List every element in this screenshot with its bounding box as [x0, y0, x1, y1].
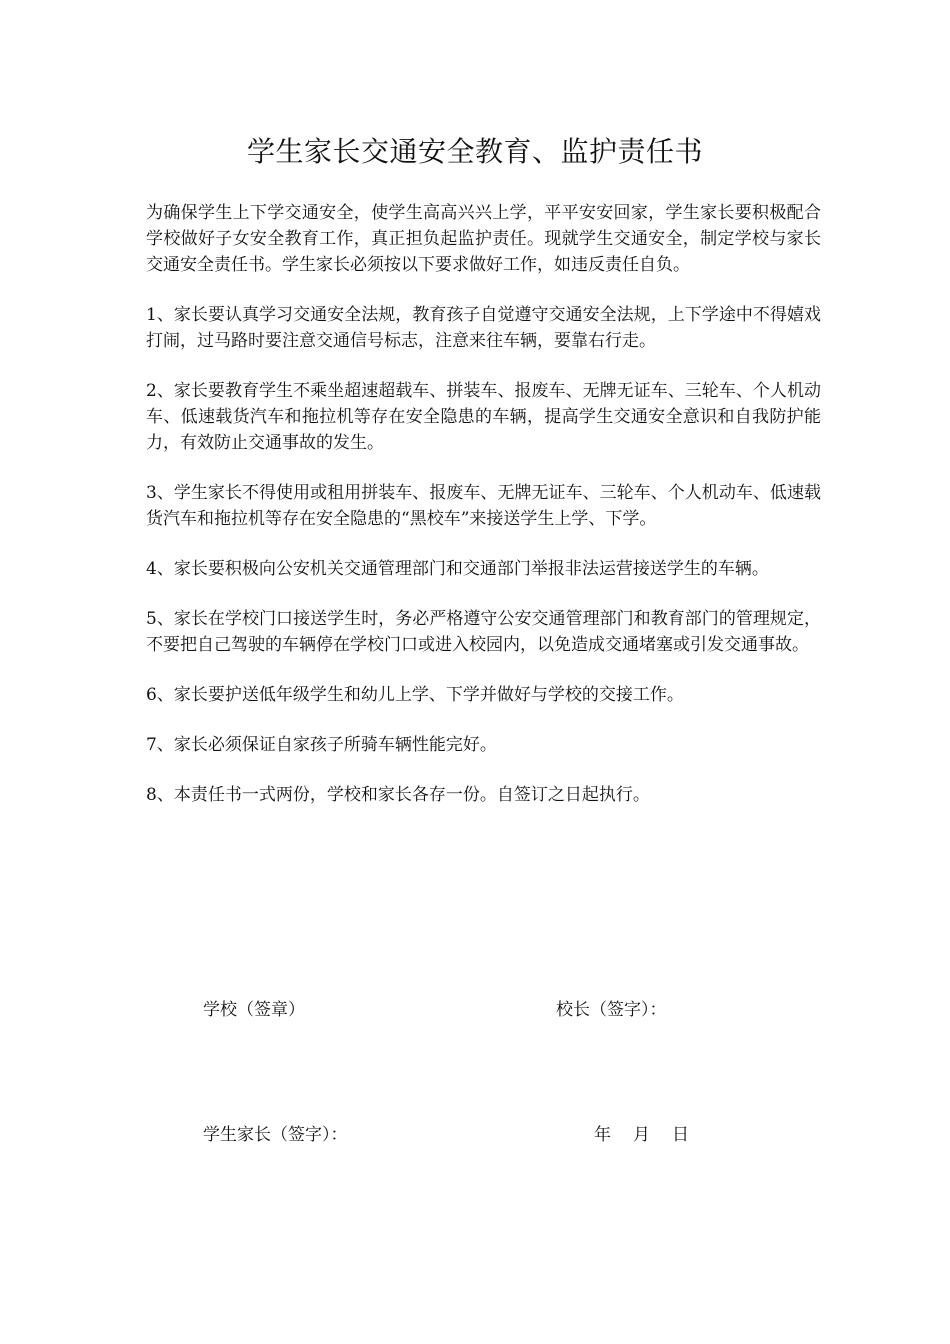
clause-6: 6、家长要护送低年级学生和幼儿上学、下学并做好与学校的交接工作。	[146, 685, 684, 705]
date-month-label: 月	[633, 1125, 650, 1145]
clause-4: 4、家长要积极向公安机关交通管理部门和交通部门举报非法运营接送学生的车辆。	[146, 559, 769, 579]
clause-1: 1、家长要认真学习交通安全法规，教育孩子自觉遵守交通安全法规，上下学途中不得嬉戏打闹，过马路时要注意交通信号标志，注意来往车辆，要靠右行走。	[146, 305, 821, 351]
clause-8: 8、本责任书一式两份，学校和家长各存一份。自签订之日起执行。	[146, 785, 650, 805]
document-body	[146, 200, 821, 832]
date-line	[594, 1122, 711, 1148]
document-title: 学生家长交通安全教育、监护责任书	[246, 135, 703, 168]
clause-5: 5、家长在学校门口接送学生时，务必严格遵守公安交通管理部门和教育部门的管理规定，不要把自己驾驶的车辆停在学校门口或进入校园内，以免造成交通堵塞或引发交通事故。	[146, 609, 821, 655]
parent-signature-label: 学生家长（签字）：	[203, 1125, 348, 1145]
clause-3: 3、学生家长不得使用或租用拼装车、报废车、无牌无证车、三轮车、个人机动车、低速载货汽车和拖拉机等存在安全隐患的“黑校车”来接送学生上学、下学。	[146, 483, 821, 529]
date-day-label: 日	[672, 1125, 689, 1145]
school-seal-label: 学校（签章）	[203, 1000, 305, 1020]
date-year-label: 年	[594, 1125, 611, 1145]
intro-paragraph: 为确保学生上下学交通安全，使学生高高兴兴上学，平平安安回家，学生家长要积极配合学校做好子女安全教育工作，真正担负起监护责任。现就学生交通安全，制定学校与家长交通安全责任书。学生家长必须按以下要求做好工作，如违反责任自负。	[146, 203, 821, 275]
principal-signature-label: 校长（签字）：	[556, 1000, 667, 1020]
clause-2: 2、家长要教育学生不乘坐超速超载车、拼装车、报废车、无牌无证车、三轮车、个人机动车、低速载货汽车和拖拉机等存在安全隐患的车辆，提高学生交通安全意识和自我防护能力，有效防止交通事故的发生。	[146, 381, 821, 453]
clause-7: 7、家长必须保证自家孩子所骑车辆性能完好。	[146, 735, 497, 755]
